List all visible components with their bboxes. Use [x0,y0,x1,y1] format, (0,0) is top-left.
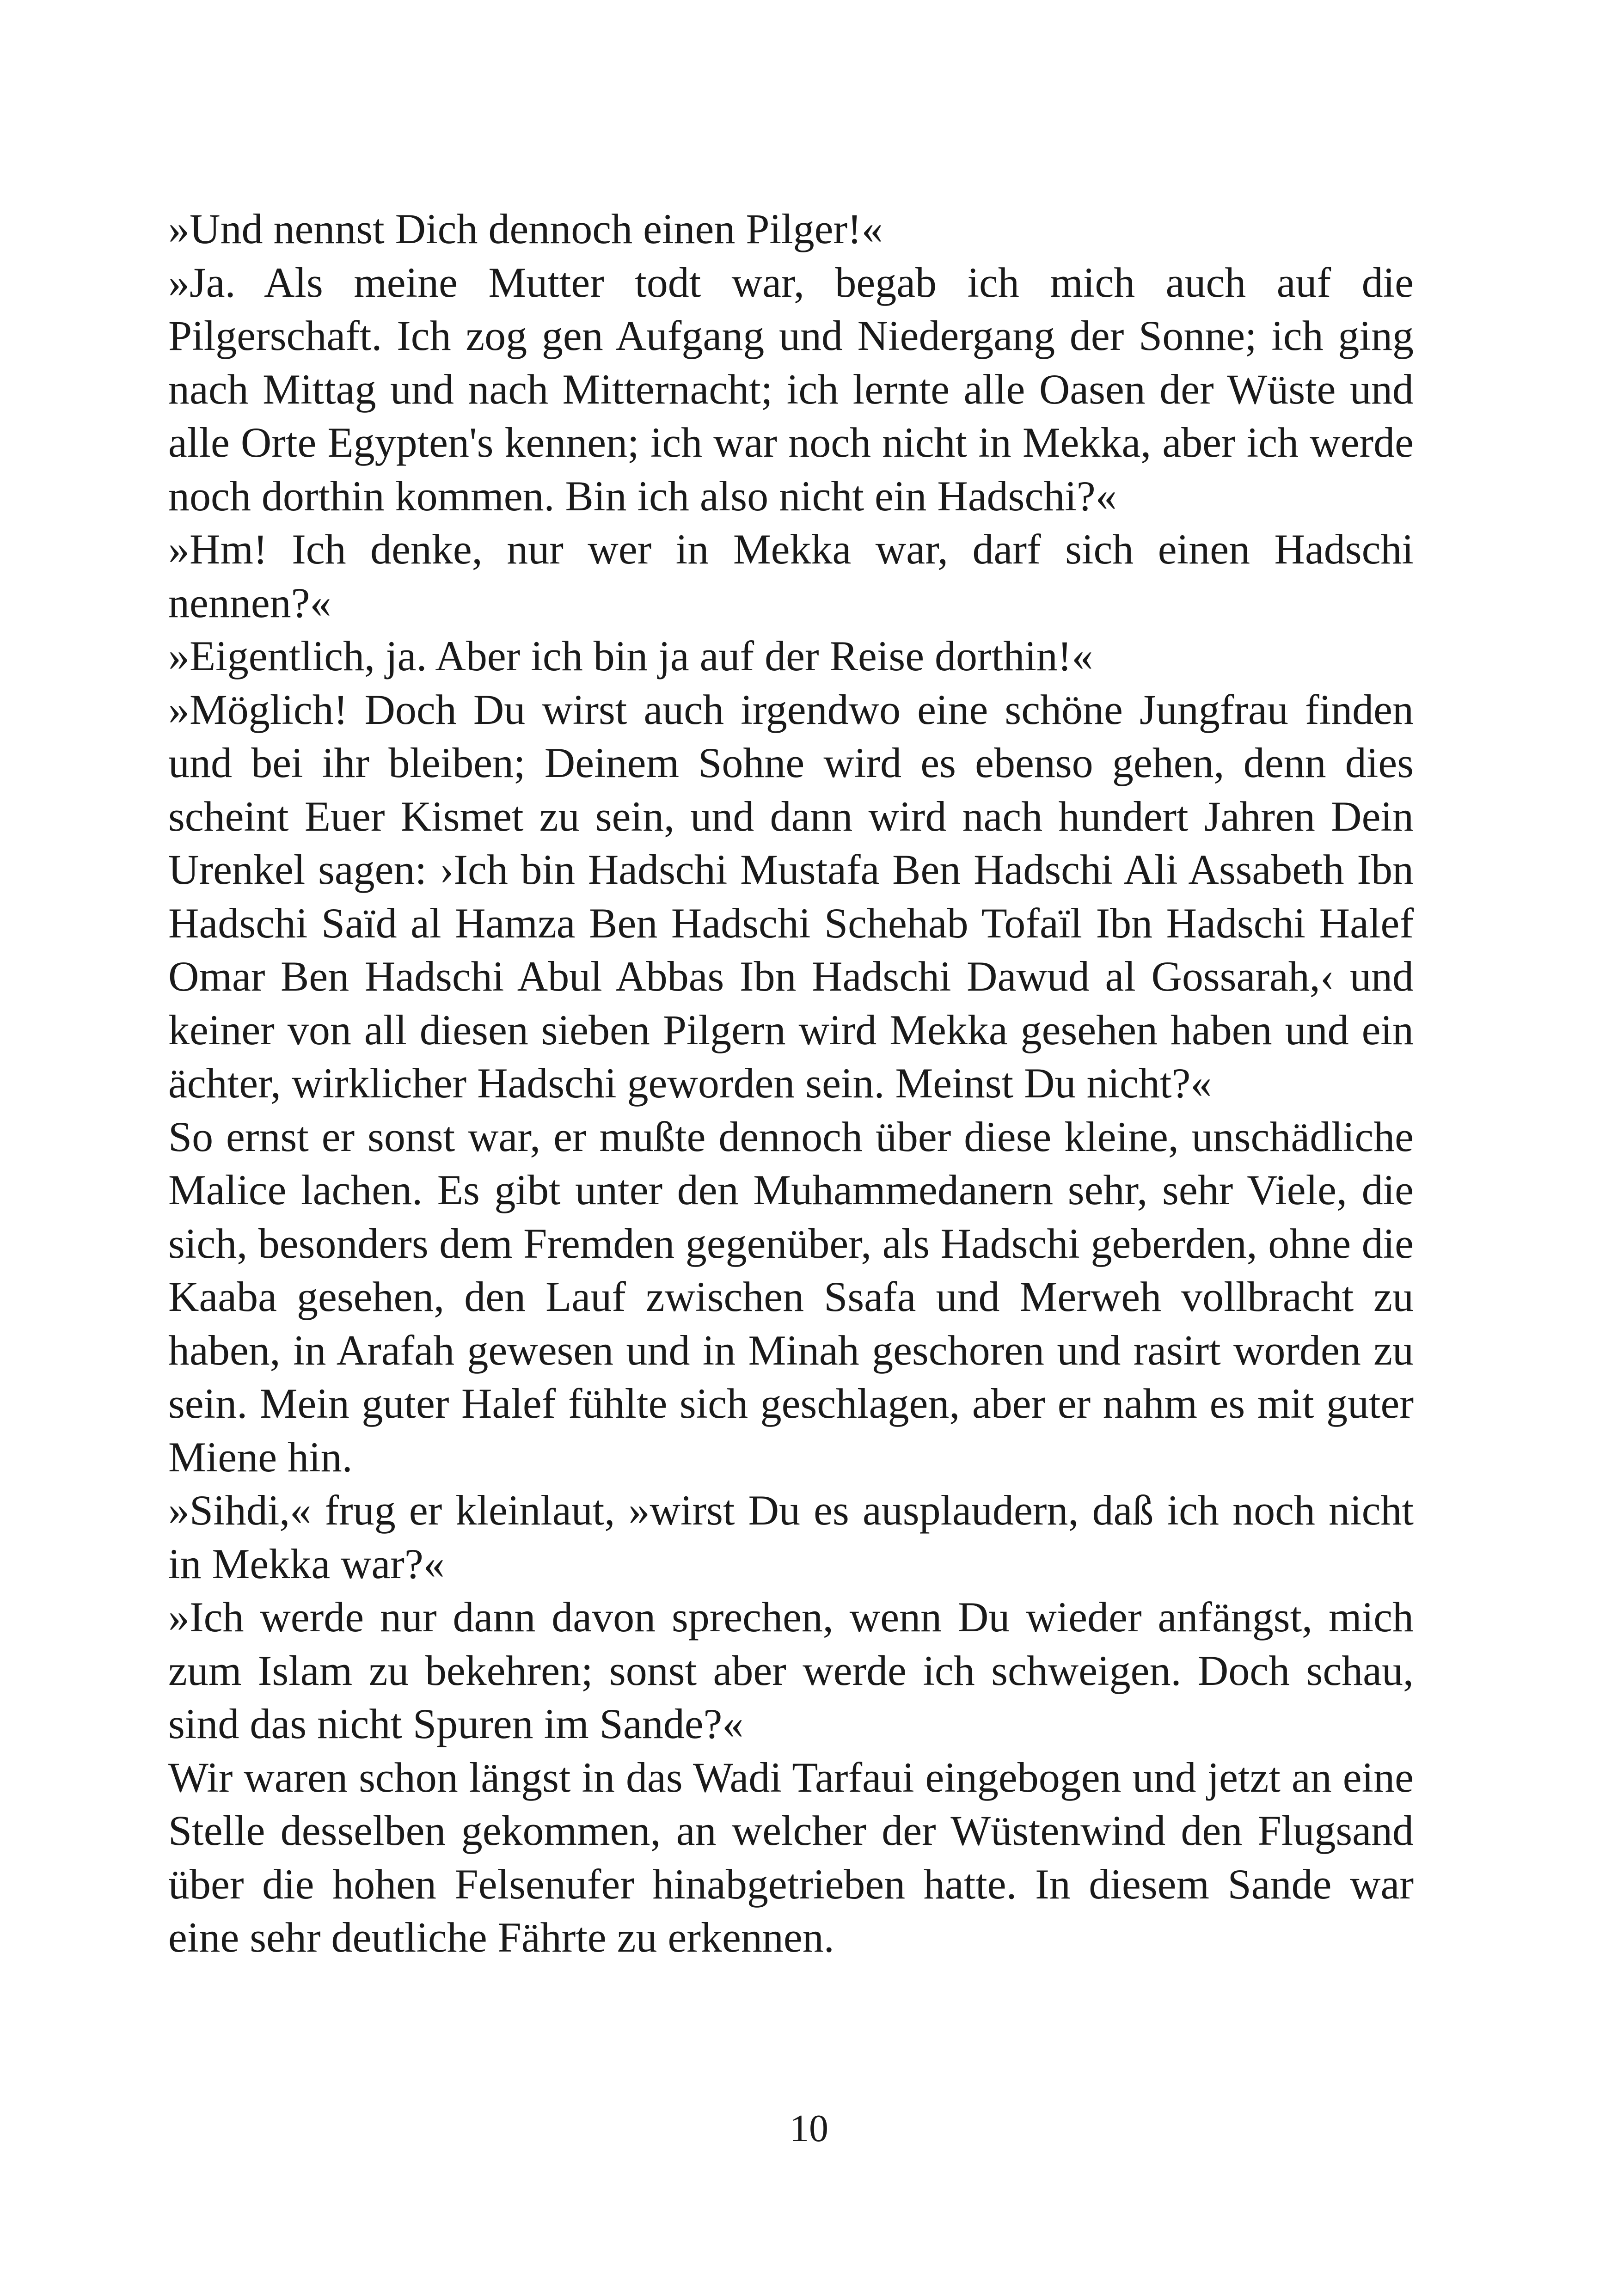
paragraph-2: »Ja. Als meine Mutter todt war, begab ich mich auch auf die Pilgerschaft. Ich zog gen Aufgang und Niedergang der Sonne; ich ging nach Mittag und nach Mitternacht; ich lernte alle Oasen der Wüste und alle Orte Egypten's kennen; ich war noch nicht in Mekka, aber ich werde noch dorthin kommen. Bin ich also nicht ein Hadschi?« [168,258,1414,520]
paragraph-6: So ernst er sonst war, er mußte dennoch über diese kleine, unschädliche Malice lachen. Es gibt unter den Muhammedanern sehr, sehr Viele, die sich, besonders dem Fremden gegenüber, als Hadschi geberden, ohne die Kaaba gesehen, den Lauf zwischen Ssafa und Merweh vollbracht zu haben, in Arafah gewesen und in Minah geschoren und rasirt worden zu sein. Mein guter Halef fühlte sich geschlagen, aber er nahm es mit guter Miene hin. [168,1113,1414,1481]
body-text [168,202,1414,1965]
paragraph-8: »Ich werde nur dann davon sprechen, wenn Du wieder anfängst, mich zum Islam zu bekehren; sonst aber werde ich schweigen. Doch schau, sind das nicht Spuren im Sande?« [168,1593,1414,1747]
paragraph-5: »Möglich! Doch Du wirst auch irgendwo eine schöne Jungfrau finden und bei ihr bleiben; Deinem Sohne wird es ebenso gehen, denn dies scheint Euer Kismet zu sein, und dann wird nach hundert Jahren Dein Urenkel sagen: ›Ich bin Hadschi Mustafa Ben Hadschi Ali Assabeth Ibn Hadschi Saïd al Hamza Ben Hadschi Schehab Tofaïl Ibn Hadschi Halef Omar Ben Hadschi Abul Abbas Ibn Hadschi Dawud al Gossarah,‹ und keiner von all diesen sieben Pilgern wird Mekka gesehen haben und ein ächter, wirklicher Hadschi geworden sein. Meinst Du nicht?« [168,686,1414,1107]
paragraph-7: »Sihdi,« frug er kleinlaut, »wirst Du es ausplaudern, daß ich noch nicht in Mekka war?« [168,1487,1414,1587]
paragraph-4: »Eigentlich, ja. Aber ich bin ja auf der Reise dorthin!« [168,632,1093,680]
paragraph-3: »Hm! Ich denke, nur wer in Mekka war, darf sich einen Hadschi nennen?« [168,526,1414,626]
paragraph-1: »Und nennst Dich dennoch einen Pilger!« [168,205,883,252]
page-number: 10 [790,2107,828,2150]
paragraph-9: Wir waren schon längst in das Wadi Tarfaui eingebogen und jetzt an eine Stelle desselben gekommen, an welcher der Wüstenwind den Flugsand über die hohen Felsenufer hinabgetrieben hatte. In diesem Sande war eine sehr deutliche Fährte zu erkennen. [168,1753,1414,1961]
